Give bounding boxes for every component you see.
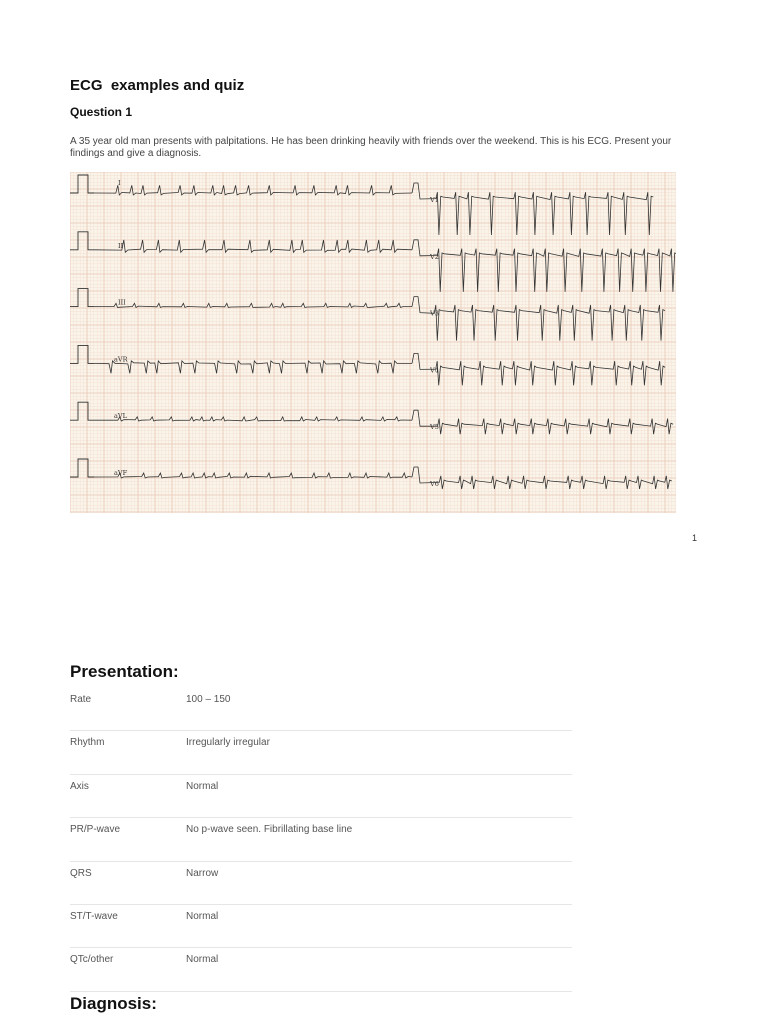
lead-label: I <box>118 179 121 187</box>
findings-value: 100 – 150 <box>186 694 231 705</box>
lead-label: V3 <box>430 309 439 318</box>
lead-label: aVL <box>114 412 127 421</box>
lead-label: V6 <box>430 480 439 488</box>
lead-label: aVF <box>114 469 128 477</box>
findings-value: No p-wave seen. Fibrillating base line <box>186 824 353 836</box>
findings-value: Normal <box>186 954 219 966</box>
question-text: A 35 year old man presents with palpitations. He has been drinking heavily with friends over the weekend. This is his ECG. Present your findings and give a diagnosis. <box>70 136 672 159</box>
findings-label: QRS <box>70 867 92 879</box>
lead-label: III <box>118 298 126 307</box>
page-number: 1 <box>692 533 698 543</box>
lead-label: V5 <box>430 423 439 432</box>
lead-label: V1 <box>430 196 439 204</box>
findings-label: Rhythm <box>70 737 105 749</box>
findings-row-qtc-other <box>70 948 572 991</box>
diagnosis-heading: Diagnosis: <box>70 994 157 1013</box>
lead-label: aVR <box>114 355 128 364</box>
presentation-heading: Presentation: <box>70 662 179 681</box>
findings-table <box>70 688 572 992</box>
findings-label: Rate <box>70 694 92 705</box>
findings-value: Normal <box>186 910 219 922</box>
lead-label: V2 <box>430 252 439 261</box>
findings-label: ST/T-wave <box>70 910 118 922</box>
lead-label: II <box>118 241 124 250</box>
findings-label: Axis <box>70 780 89 792</box>
findings-row-pr-p-wave <box>70 818 572 861</box>
findings-row-axis <box>70 775 572 818</box>
findings-value: Irregularly irregular <box>186 737 270 749</box>
findings-row-rhythm <box>70 731 572 774</box>
findings-row-rate <box>70 688 572 731</box>
document-title: ECG examples and quiz <box>70 77 245 94</box>
findings-row-qrs <box>70 862 572 905</box>
question-heading: Question 1 <box>70 105 133 119</box>
findings-label: QTc/other <box>70 954 114 966</box>
lead-label: V4 <box>430 366 439 375</box>
findings-value: Normal <box>186 780 219 792</box>
findings-label: PR/P-wave <box>70 824 121 836</box>
ecg-tracing-image <box>70 172 676 513</box>
findings-value: Narrow <box>186 867 219 879</box>
findings-row-st-t-wave <box>70 905 572 948</box>
ecg-strip <box>70 172 676 513</box>
